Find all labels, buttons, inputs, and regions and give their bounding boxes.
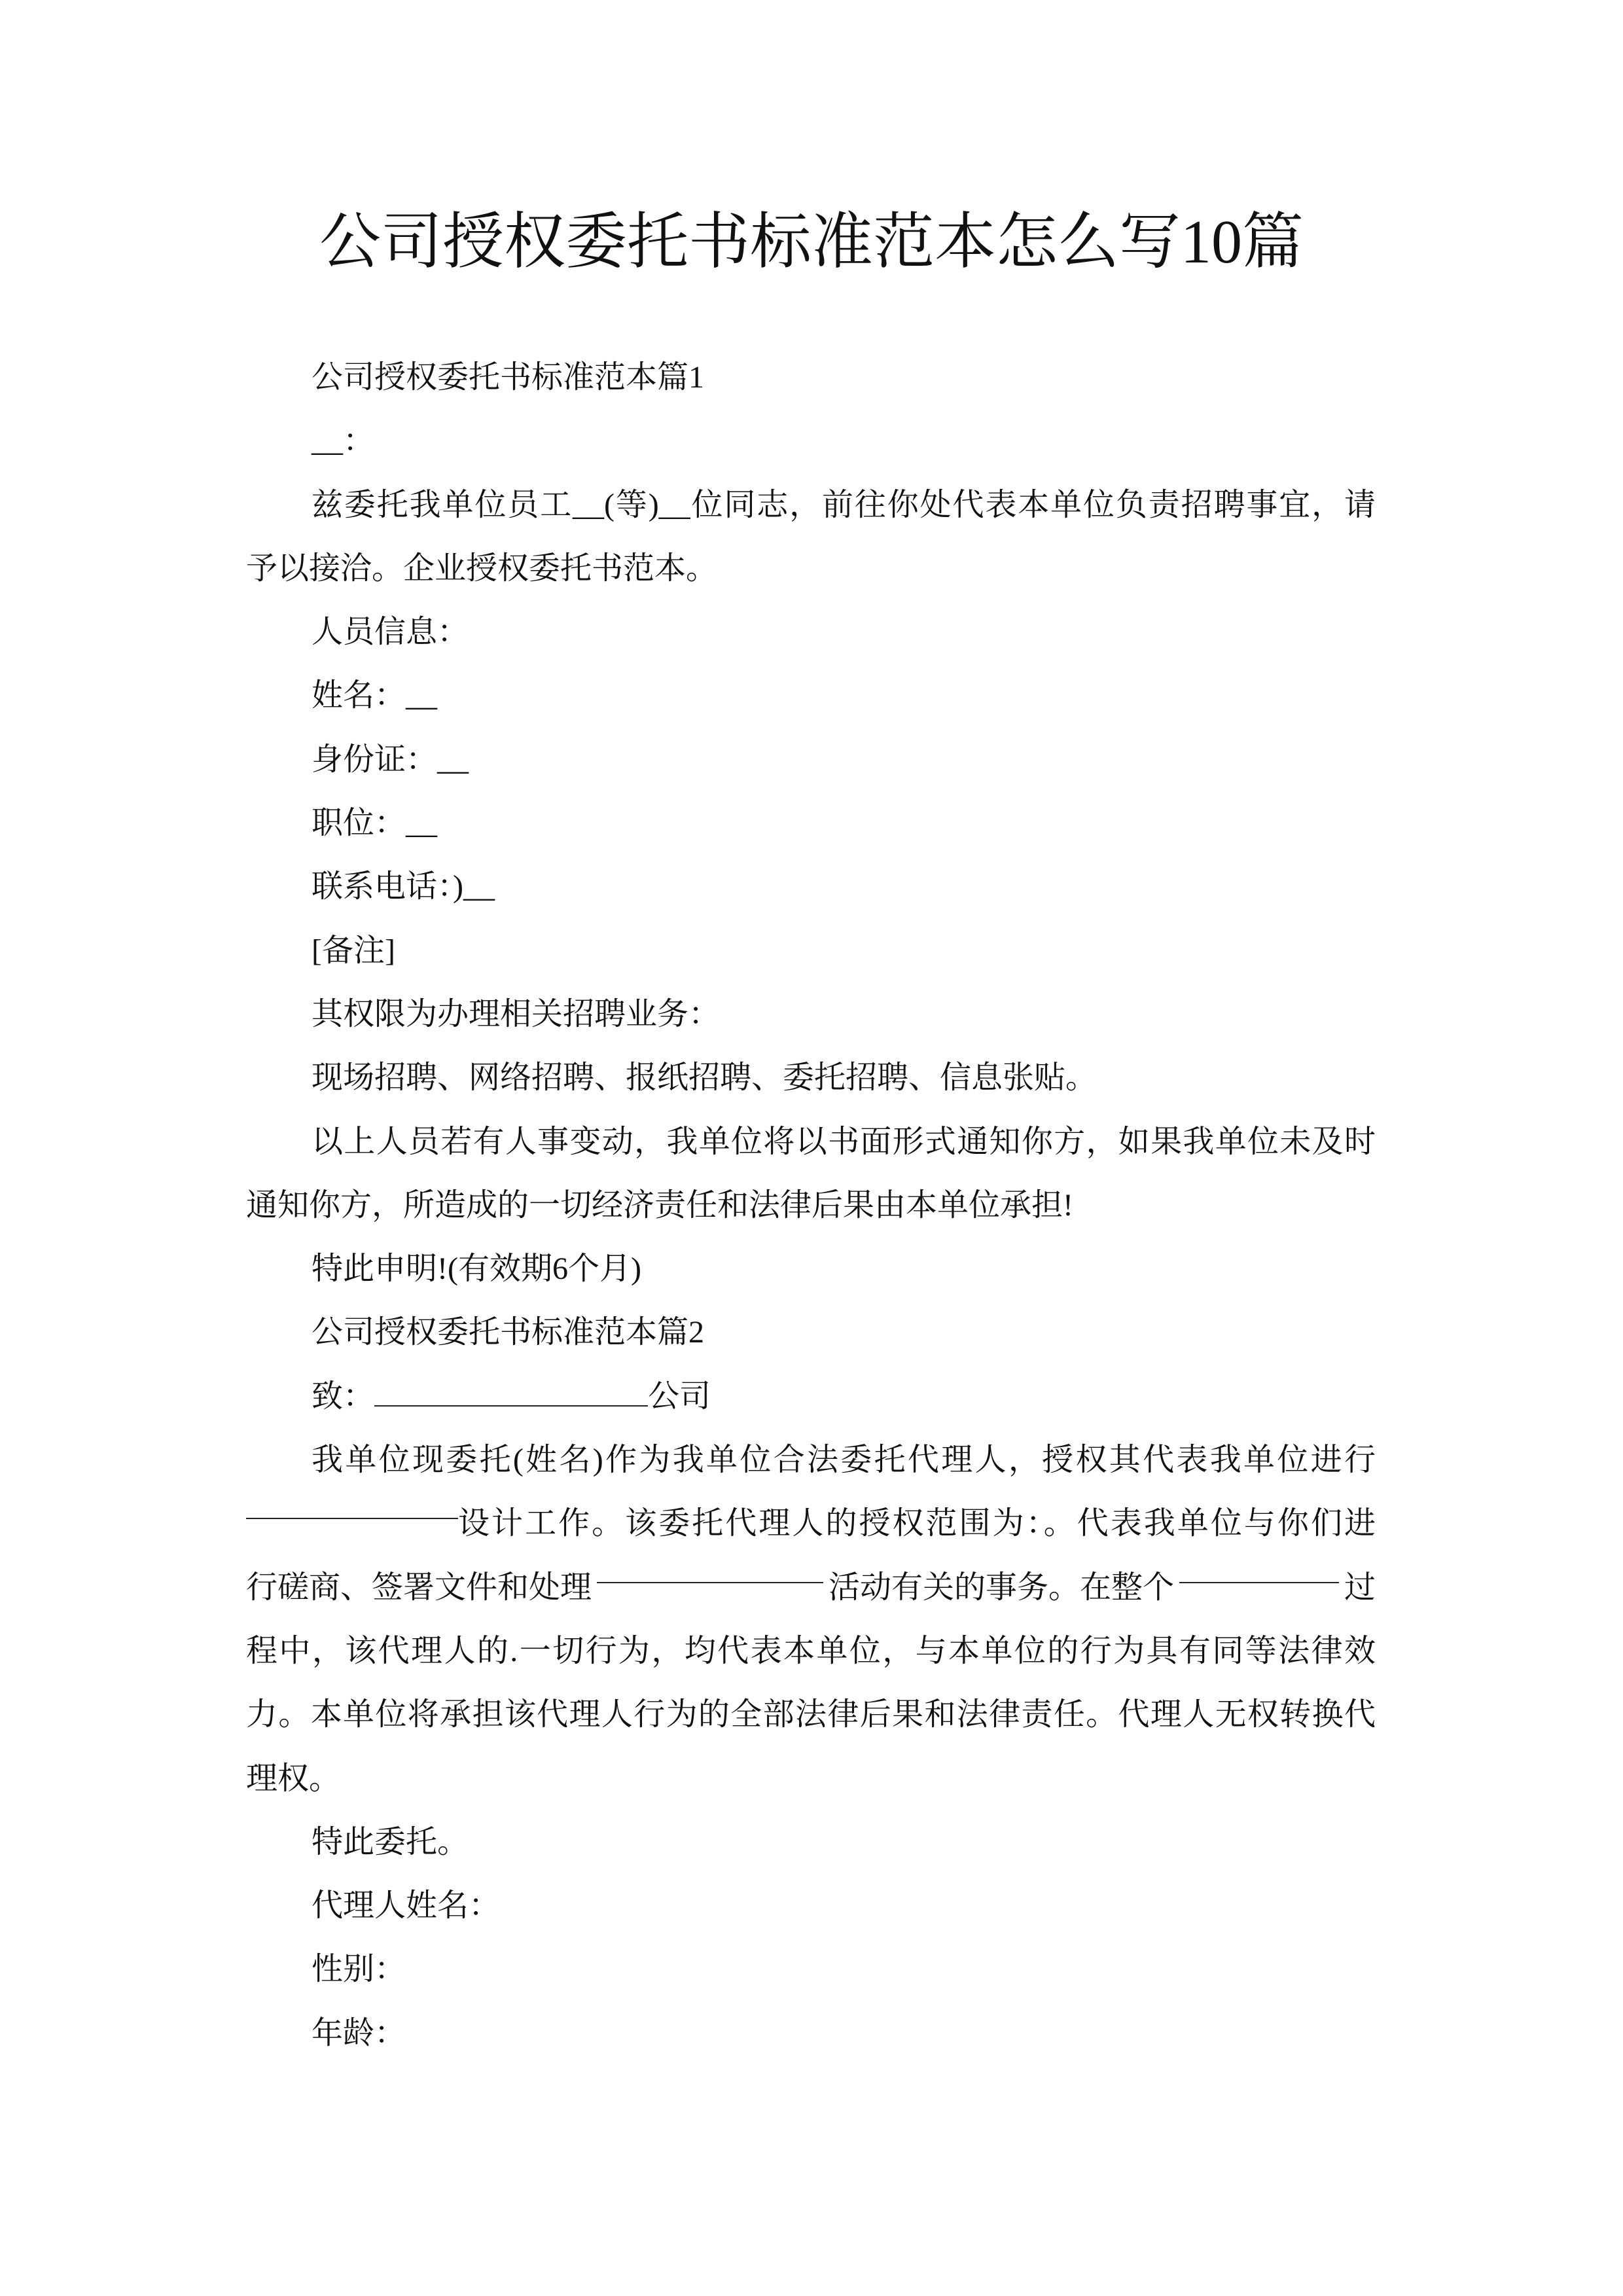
paragraph-line: 程中，该代理人的.一切行为，均代表本单位，与本单位的行为具有同等法律效	[246, 1633, 1376, 1668]
blank-line	[374, 1379, 648, 1407]
paragraph-line: 通知你方，所造成的一切经济责任和法律后果由本单位承担!	[246, 1187, 1073, 1223]
blank-line	[246, 1492, 458, 1519]
section-heading-1: 公司授权委托书标准范本篇1	[312, 360, 705, 395]
document-title: 公司授权委托书标准范本怎么写10篇	[319, 208, 1304, 276]
paragraph-line	[246, 1492, 1376, 1555]
paragraph-line: 其权限为办理相关招聘业务：	[312, 996, 721, 1031]
paragraph-line: 力。本单位将承担该代理人行为的全部法律后果和法律责任。代理人无权转换代	[246, 1697, 1376, 1732]
to-label: 致：	[312, 1378, 375, 1414]
paragraph-line: 特此申明!(有效期6个月)	[312, 1251, 641, 1287]
blank-line	[1179, 1556, 1339, 1583]
section-heading-2: 公司授权委托书标准范本篇2	[312, 1315, 705, 1350]
paragraph-line: 我单位现委托(姓名)作为我单位合法委托代理人，授权其代表我单位进行	[312, 1443, 1376, 1478]
field-age: 年龄：	[312, 2015, 406, 2051]
field-position: 职位：__	[312, 806, 438, 841]
field-gender: 性别：	[312, 1952, 406, 1987]
paragraph-line: 兹委托我单位员工__(等)__位同志，前往你处代表本单位负责招聘事宜，请	[312, 487, 1376, 522]
document-body	[246, 346, 1376, 2065]
field-name: 姓名：__	[312, 678, 438, 713]
field-agent-name: 代理人姓名：	[312, 1888, 501, 1924]
paragraph-line: 以上人员若有人事变动，我单位将以书面形式通知你方，如果我单位未及时	[312, 1124, 1376, 1159]
field-id: 身份证：__	[312, 742, 469, 777]
remark-label: [备注]	[312, 933, 395, 968]
paragraph-text: 行磋商、签署文件和处理	[246, 1570, 592, 1605]
paragraph-line: 现场招聘、网络招聘、报纸招聘、委托招聘、信息张贴。	[312, 1060, 1097, 1096]
paragraph-line: 人员信息：	[312, 615, 469, 650]
blank-line	[597, 1556, 823, 1583]
paragraph-line	[246, 1556, 1376, 1619]
paragraph-line: 予以接洽。企业授权委托书范本。	[246, 550, 718, 586]
addressee-line	[246, 1365, 1376, 1428]
paragraph-line: 特此委托。	[312, 1824, 469, 1859]
field-phone: 联系电话：)__	[312, 869, 495, 905]
paragraph-text: 过	[1344, 1570, 1376, 1605]
paragraph-text: 设计工作。该委托代理人的授权范围为：。代表我单位与你们进	[458, 1506, 1376, 1541]
paragraph-text: 活动有关的事务。在整个	[828, 1570, 1174, 1605]
paragraph-line: 理权。	[246, 1761, 341, 1796]
company-label: 公司	[648, 1378, 711, 1414]
addressee-line: __：	[312, 423, 375, 459]
